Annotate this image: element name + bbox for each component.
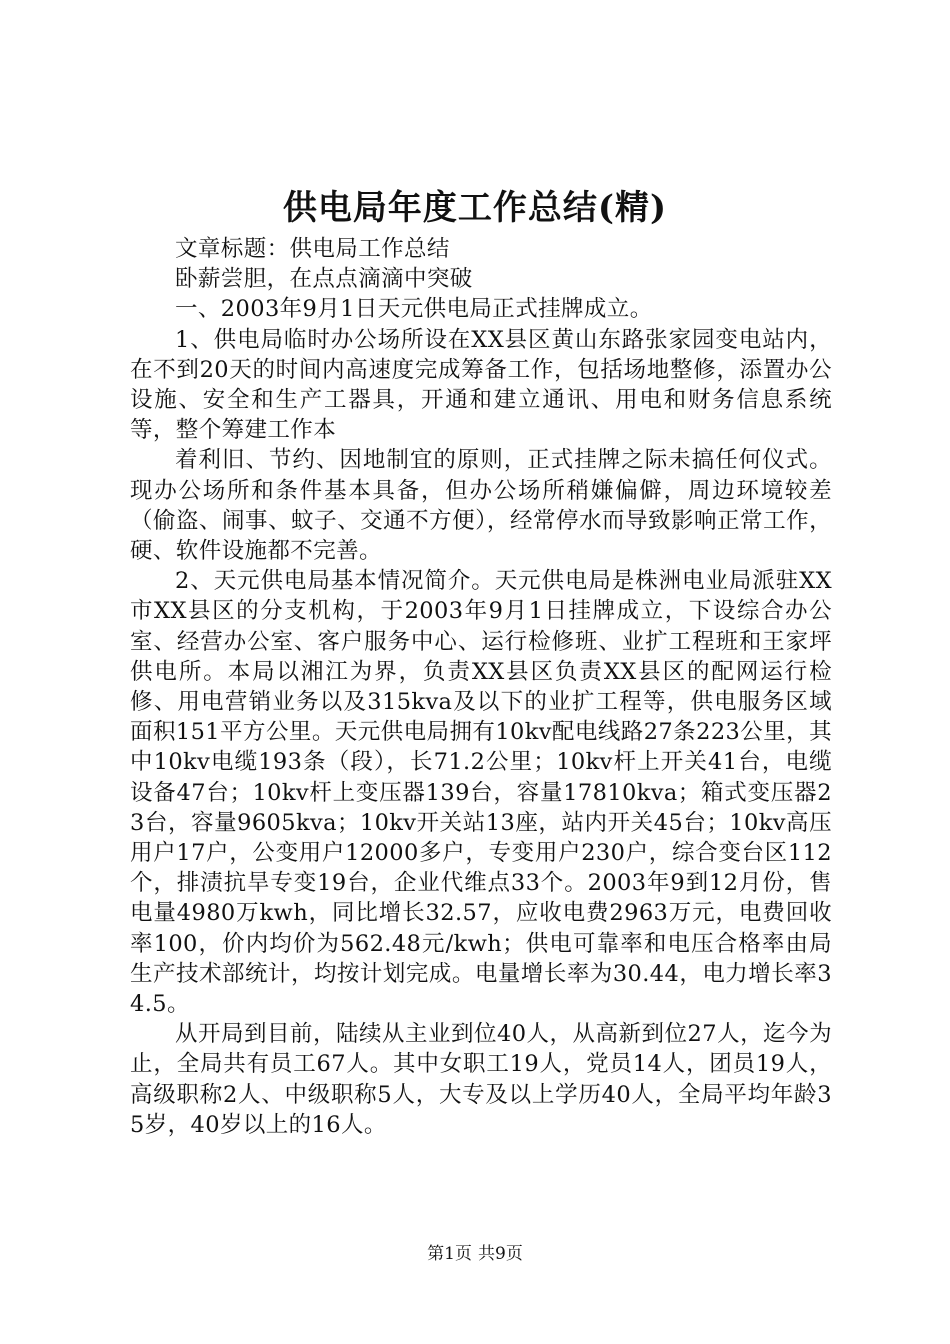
document-title: 供电局年度工作总结(精) bbox=[282, 188, 668, 228]
paragraph-subtitle: 卧薪尝胆，在点点滴滴中突破 bbox=[175, 266, 473, 293]
paragraph-staff: 从开局到目前，陆续从主业到位40人，从高新到位27人，迄今为止，全局共有员工67人。其中女职工19人，党员14人，团员19人，高级职称2人、中级职称5人，大专及以上学历40人，全局平均年龄35岁，40岁以上的16人。 bbox=[130, 1021, 832, 1138]
paragraph-office-conditions: 着利旧、节约、因地制宜的原则，正式挂牌之际未搞任何仪式。现办公场所和条件基本具备，但办公场所稍嫌偏僻，周边环境较差（偷盗、闹事、蚊子、交通不方便），经常停水而导致影响正常工作，硬、软件设施都不完善。 bbox=[130, 447, 832, 565]
paragraph-section-one: 一、2003年9月1日天元供电局正式挂牌成立。 bbox=[175, 296, 653, 323]
paragraph-article-title: 文章标题：供电局工作总结 bbox=[175, 236, 450, 262]
page-number: 第1页 bbox=[427, 1244, 472, 1264]
document-body bbox=[130, 234, 832, 1140]
paragraph-office-setup: 1、供电局临时办公场所设在XX县区黄山东路张家园变电站内，在不到20天的时间内高速度完成筹备工作，包括场地整修，添置办公设施、安全和生产工器具，开通和建立通讯、用电和财务信息系统等，整个筹建工作本 bbox=[130, 326, 832, 444]
page-total: 共9页 bbox=[478, 1244, 523, 1264]
page-footer bbox=[0, 1243, 950, 1265]
paragraph-bureau-overview: 2、天元供电局基本情况简介。天元供电局是株洲电业局派驻XX市XX县区的分支机构，于2003年9月1日挂牌成立，下设综合办公室、经营办公室、客户服务中心、运行检修班、业扩工程班和王家坪供电所。本局以湘江为界，负责XX县区负责XX县区的配网运行检修、用电营销业务以及315kva及以下的业扩工程等，供电服务区域面积151平方公里。天元供电局拥有10kv配电线路27条223公里，其中10kv电缆193条（段），长71.2公里；10kv杆上开关41台，电缆设备47台；10kv杆上变压器139台，容量17810kva；箱式变压器23台，容量9605kva；10kv开关站13座，站内开关45台；10kv高压用户17户，公变用户12000多户，专变用户230户，综合变台区112个，排渍抗旱专变19台，企业代维点33个。2003年9到12月份，售电量4980万kwh，同比增长32.57，应收电费2963万元，电费回收率100，价内均价为562.48元/kwh；供电可靠率和电压合格率由局生产技术部统计，均按计划完成。电量增长率为30.44，电力增长率34.5。 bbox=[130, 568, 832, 1018]
